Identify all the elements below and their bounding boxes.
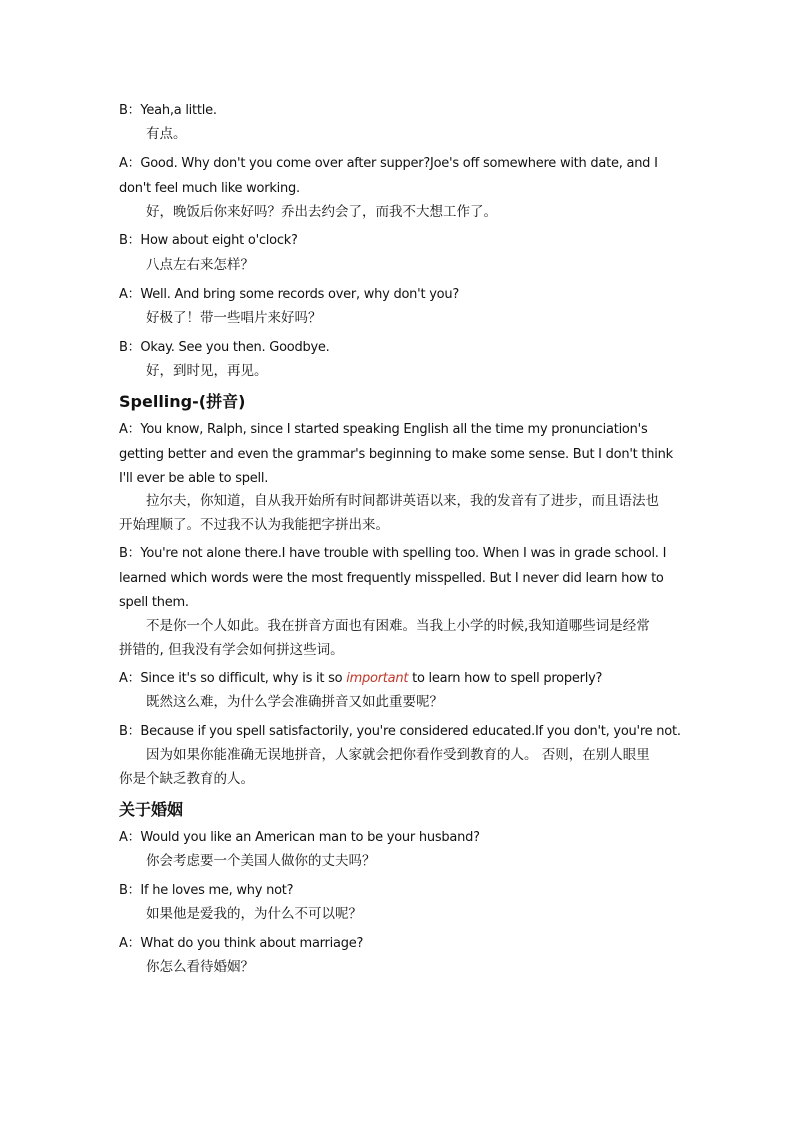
dialogue-line-a-en-cont: I'll ever be able to spell. [119,471,269,486]
dialogue-line-b-cn: 好，到时见，再见。 [146,363,268,379]
dialogue-line-b-en-cont: learned which words were the most frequently misspelled. But I never did learn how to [119,571,664,586]
dialogue-line-a-cn: 好，晚饭后你来好吗？乔出去约会了，而我不大想工作了。 [146,204,497,220]
dialogue-line-b-cn: 有点。 [146,126,187,142]
text-run: to learn how to spell properly? [408,671,603,686]
dialogue-line-b-en: B：Okay. See you then. Goodbye. [119,340,330,355]
highlighted-word: important [346,671,409,686]
dialogue-line-a-en: A：Good. Why don't you come over after supper?Joe's off somewhere with date, and I [119,156,658,171]
dialogue-line-b-en: B：How about eight o'clock? [119,233,298,248]
dialogue-line-b-cn: 如果他是爱我的，为什么不可以呢？ [146,906,362,922]
dialogue-line-a-cn: 拉尔夫，你知道，自从我开始所有时间都讲英语以来，我的发音有了进步，而且语法也 [146,493,659,509]
dialogue-line-a-cn: 既然这么难，为什么学会准确拼音又如此重要呢？ [146,694,443,710]
dialogue-line-a-cn: 你会考虑要一个美国人做你的丈夫吗？ [146,853,376,869]
dialogue-line-a-cn-cont: 开始理顺了。不过我不认为我能把字拼出来。 [119,517,389,533]
dialogue-line-a-en: A：What do you think about marriage? [119,936,364,951]
dialogue-line-b-cn: 不是你一个人如此。我在拼音方面也有困难。当我上小学的时候,我知道哪些词是经常 [146,618,650,634]
dialogue-line-b-en-cont: spell them. [119,595,189,610]
dialogue-line-a-en: A：Well. And bring some records over, why don't you? [119,287,460,302]
dialogue-line-a-en-cont: don't feel much like working. [119,181,300,196]
dialogue-line-b-en: B：Yeah,a little. [119,103,217,118]
dialogue-line-a-en: A：You know, Ralph, since I started speaking English all the time my pronunciation's [119,422,648,437]
section-heading-spelling: Spelling-(拼音) [119,392,246,411]
dialogue-line-a-en: A：Would you like an American man to be your husband? [119,830,480,845]
section-heading-marriage: 关于婚姻 [119,800,184,819]
dialogue-line-b-en: B：Because if you spell satisfactorily, you're considered educated.If you don't, you're not. [119,724,681,739]
dialogue-line-a-en-cont: getting better and even the grammar's beginning to make some sense. But I don't think [119,447,673,462]
dialogue-line-a-en [119,666,602,691]
dialogue-line-b-cn: 因为如果你能准确无误地拼音，人家就会把你看作受到教育的人。 否则，在别人眼里 [146,747,650,763]
dialogue-line-b-cn-cont: 你是个缺乏教育的人。 [119,771,254,787]
dialogue-line-b-cn: 八点左右来怎样？ [146,257,254,273]
dialogue-line-b-cn-cont: 拼错的, 但我没有学会如何拼这些词。 [119,642,344,658]
text-run: A：Since it's so difficult, why is it so [119,671,347,686]
dialogue-line-a-cn: 好极了！带一些唱片来好吗？ [146,310,322,326]
dialogue-line-a-cn: 你怎么看待婚姻？ [146,959,254,975]
dialogue-line-b-en: B：If he loves me, why not? [119,883,294,898]
dialogue-line-b-en: B：You're not alone there.I have trouble with spelling too. When I was in grade school. I [119,546,667,561]
